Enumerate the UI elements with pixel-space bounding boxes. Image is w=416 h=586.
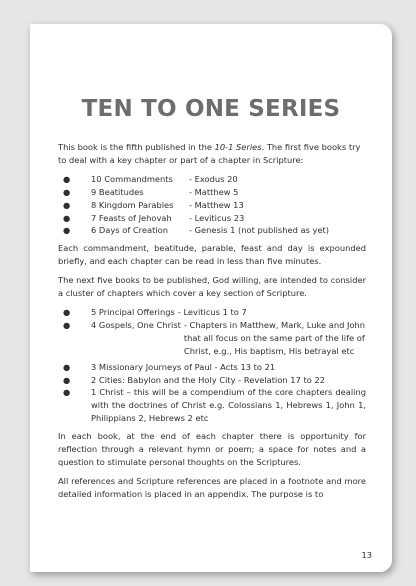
book-ref: - Matthew 5 <box>189 186 239 197</box>
list-item <box>58 386 366 425</box>
intro-text: This book is the fifth published in the <box>58 142 215 152</box>
bullet-icon: ● <box>63 306 71 317</box>
book-name: 4 Gospels, One Christ <box>91 319 181 330</box>
book-name: 6 Days of Creation <box>91 225 168 236</box>
book-name: 5 Principal Offerings <box>91 306 175 317</box>
book-entry: 1 Christ – this will be a compendium of the core chapters dealing with the doctrines of Christ e.g. Colossians 1, Hebrews 1, John 1, Philippians 2, Hebrews 2 etc <box>91 387 366 424</box>
book-name: 8 Kingdom Parables <box>91 199 174 210</box>
next-books-paragraph: The next five books to be published, God willing, are intended to consider a cluster of chapters which cover a key section of Scripture. <box>58 275 366 299</box>
bullet-icon: ● <box>63 199 71 210</box>
list-item <box>58 173 366 186</box>
book-ref: - Leviticus 1 to 7 <box>177 306 247 317</box>
bullet-icon: ● <box>63 186 71 197</box>
series-name: 10-1 Series <box>214 142 262 152</box>
book-page <box>30 24 392 572</box>
book-name: 9 Beatitudes <box>91 186 144 197</box>
book-ref: - Leviticus 23 <box>189 212 245 223</box>
bullet-icon: ● <box>63 173 71 184</box>
bullet-icon: ● <box>63 212 71 223</box>
list-item <box>58 374 366 387</box>
bullet-icon: ● <box>63 361 71 372</box>
reflection-paragraph: In each book, at the end of each chapter there is opportunity for reflection through a relevant hymn or poem; a space for notes and a question to stimulate personal thoughts on the Scriptures. <box>58 431 366 467</box>
page-title: TEN TO ONE SERIES <box>81 96 341 122</box>
book-name: 10 Commandments <box>91 173 173 184</box>
list-item <box>58 319 366 358</box>
book-ref: - Chapters in Matthew, Mark, Luke and John that all focus on the same part of the life of Christ, e.g., His baptism, His betrayal etc <box>183 319 366 356</box>
intro-paragraph <box>58 141 366 167</box>
list-item <box>58 199 366 212</box>
book-ref: - Exodus 20 <box>189 173 238 184</box>
list-item <box>58 212 366 225</box>
next-books-list <box>58 306 366 425</box>
bullet-icon: ● <box>63 374 71 385</box>
book-ref: - Genesis 1 (not published as yet) <box>189 225 330 236</box>
first-books-list <box>58 173 366 238</box>
commandment-paragraph: Each commandment, beatitude, parable, feast and day is expounded briefly, and each chapter can be read in less than five minutes. <box>58 243 366 267</box>
intro-text-end: . The first five books try to deal with a key chapter or part of a chapter in Scripture: <box>58 142 361 165</box>
page-number: 13 <box>361 550 372 560</box>
bullet-icon: ● <box>63 387 71 398</box>
page-body <box>58 141 366 507</box>
references-paragraph: All references and Scripture references are placed in a footnote and more detailed information is placed in an appendix. The purpose is to <box>58 475 366 499</box>
list-item <box>58 306 366 319</box>
list-item <box>58 224 366 237</box>
list-item <box>58 361 366 374</box>
book-name: 7 Feasts of Jehovah <box>91 212 172 223</box>
list-item <box>58 186 366 199</box>
bullet-icon: ● <box>63 225 71 236</box>
book-entry: 2 Cities: Babylon and the Holy City - Revelation 17 to 22 <box>91 374 326 385</box>
bullet-icon: ● <box>63 319 71 330</box>
book-ref: - Matthew 13 <box>189 199 244 210</box>
book-entry: 3 Missionary Journeys of Paul - Acts 13 to 21 <box>91 361 276 372</box>
